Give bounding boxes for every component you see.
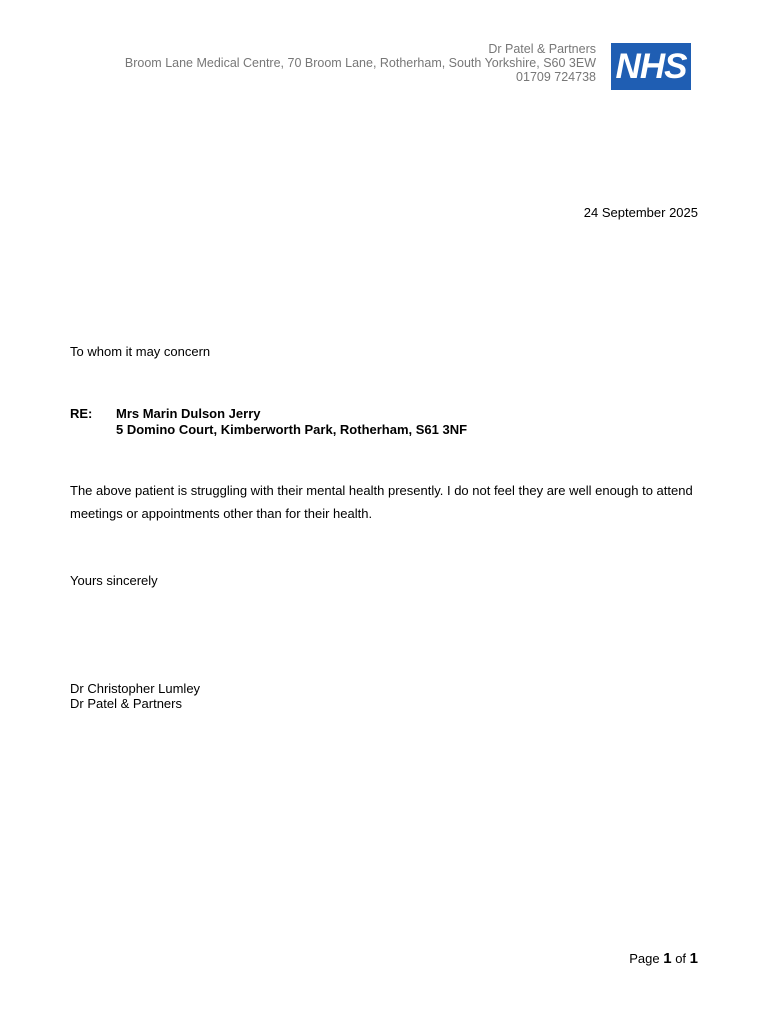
practice-name: Dr Patel & Partners xyxy=(488,42,596,56)
total-pages: 1 xyxy=(689,950,698,967)
letter-date: 24 September 2025 xyxy=(583,205,698,220)
practice-address: Broom Lane Medical Centre, 70 Broom Lane, Rotherham, South Yorkshire, S60 3EW xyxy=(124,56,596,70)
of-word: of xyxy=(675,951,687,966)
letterhead xyxy=(125,42,596,84)
page-number xyxy=(629,950,698,967)
letter-body: The above patient is struggling with their mental health presently. I do not feel they are well enough to attend meetings or appointments other than for their health. xyxy=(70,483,693,521)
nhs-logo: NHS xyxy=(611,43,691,90)
current-page: 1 xyxy=(663,950,672,967)
patient-name: Mrs Marin Dulson Jerry xyxy=(116,406,261,421)
page-word: Page xyxy=(629,951,660,966)
patient-address: 5 Domino Court, Kimberworth Park, Rotherham, S61 3NF xyxy=(116,422,468,437)
signatory-name: Dr Christopher Lumley xyxy=(70,681,201,696)
closing: Yours sincerely xyxy=(70,573,158,588)
signature-block xyxy=(70,681,200,711)
signatory-practice: Dr Patel & Partners xyxy=(70,696,182,711)
salutation: To whom it may concern xyxy=(70,344,211,359)
re-block xyxy=(116,406,467,438)
practice-phone: 01709 724738 xyxy=(516,70,596,84)
re-label: RE: xyxy=(70,406,93,421)
